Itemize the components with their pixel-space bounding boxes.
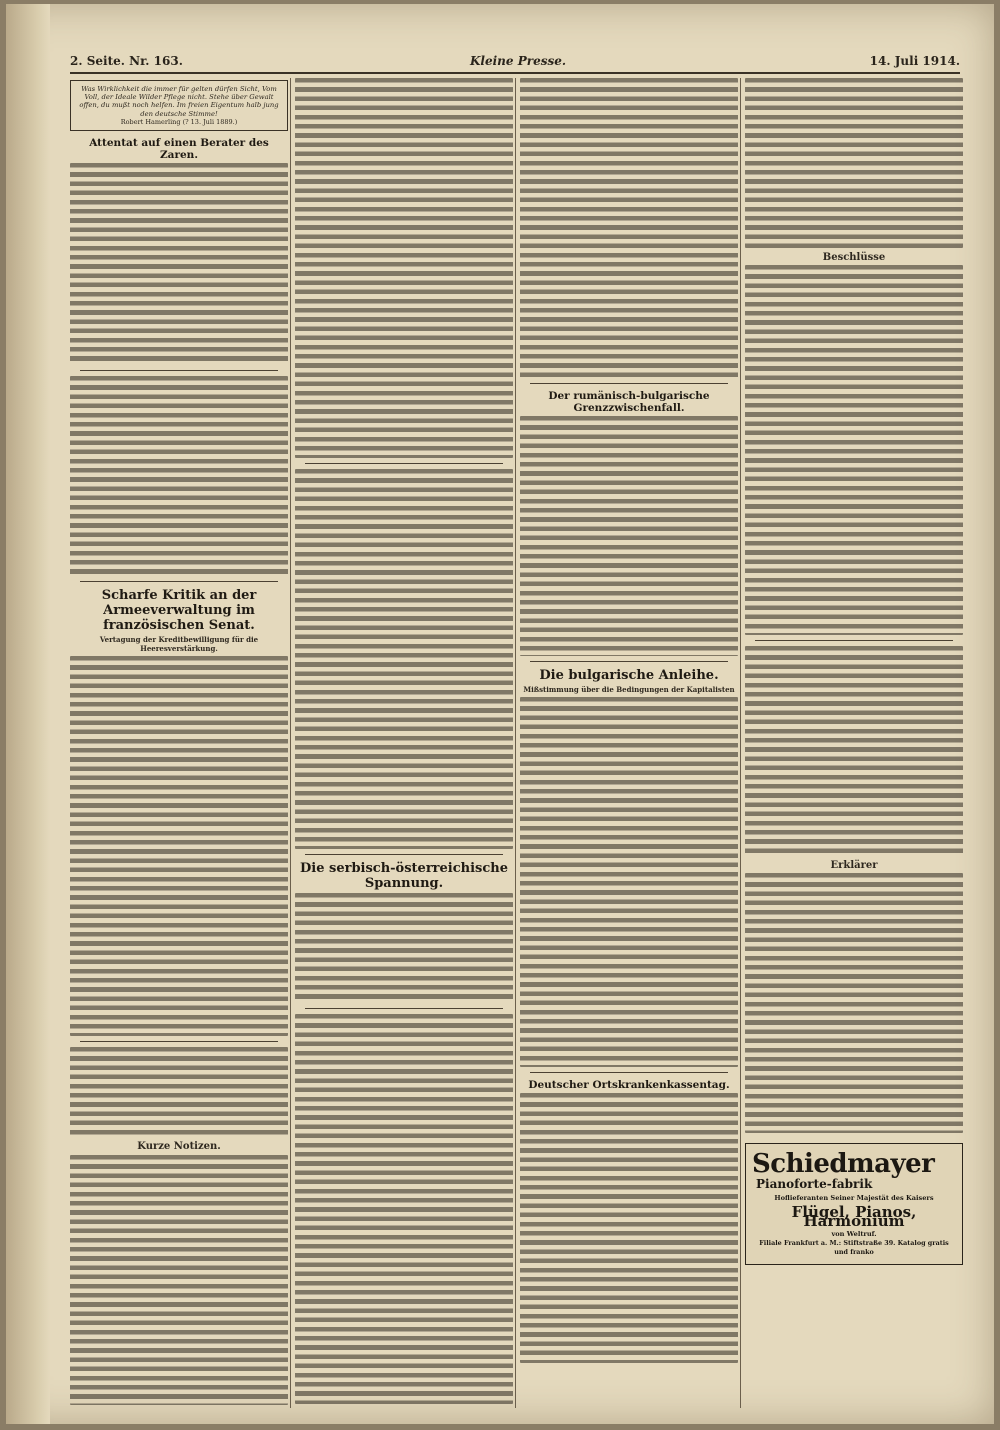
article-body — [295, 1014, 513, 1404]
article-body — [520, 78, 738, 378]
issue-date: 14. Juli 1914. — [869, 54, 960, 68]
article-body — [520, 1093, 738, 1363]
column-1 — [70, 78, 288, 1408]
article-title: Scharfe Kritik an der Armeeverwaltung im französischen Senat. — [101, 588, 257, 634]
article-body — [745, 78, 963, 248]
column-2 — [295, 78, 513, 1408]
ad-products: Flügel, Pianos, Harmonium — [791, 1202, 917, 1230]
divider — [755, 640, 953, 641]
page-label: 2. Seite. Nr. 163. — [70, 54, 183, 68]
divider — [80, 1041, 278, 1042]
quote-author: Robert Hamerling (? 13. Juli 1889.) — [120, 117, 238, 126]
quote-box — [70, 80, 288, 131]
header-rule — [70, 72, 960, 74]
article-body — [520, 697, 738, 1067]
article-body — [295, 78, 513, 458]
article-body — [70, 1155, 288, 1405]
ad-brand: Schiedmayer — [752, 1149, 935, 1180]
article-title: Die serbisch-österreichische Spannung. — [300, 861, 508, 891]
article-body — [295, 893, 513, 1003]
ad-tagline: Pianoforte-fabrik — [756, 1177, 873, 1192]
paper-name: Kleine Presse. — [470, 54, 567, 68]
divider — [305, 463, 503, 464]
column-divider — [740, 78, 741, 1408]
quote-text: Was Wirklichkeit die immer für gelten dürfen Sicht, Vom Voll, der Ideale Wilder Pflege nicht. Stehe über Gewalt offen, du mußt noch helfen. Im freien Eigentum halb jung den deutsche Stimme! — [79, 85, 279, 118]
article-title: Deutscher Ortskrankenkassentag. — [528, 1079, 730, 1092]
article-title: Der rumänisch-bulgarische Grenzzwischenfall. — [548, 390, 710, 414]
page-header — [70, 54, 960, 72]
article-body — [745, 646, 963, 856]
ad-footer: Filiale Frankfurt a. M.: Stiftstraße 39. Katalog gratis und franko — [759, 1239, 949, 1257]
section-title: Erklärer — [830, 860, 878, 872]
article-body — [70, 1047, 288, 1137]
article-subtitle: Vertagung der Kreditbewilligung für die Heeresverstärkung. — [99, 635, 259, 654]
article-title: Die bulgarische Anleihe. — [539, 668, 719, 683]
article-subtitle: Mißstimmung über die Bedingungen der Kapitalisten — [523, 685, 735, 694]
section-title: Beschlüsse — [822, 252, 886, 263]
divider — [305, 1008, 503, 1009]
column-4 — [745, 78, 963, 1408]
article-body — [70, 656, 288, 1036]
article-body — [745, 265, 963, 635]
column-3 — [520, 78, 738, 1408]
divider — [530, 1072, 728, 1073]
ad-reputation: von Weltruf. — [831, 1230, 877, 1239]
article-body — [70, 376, 288, 576]
article-body — [520, 416, 738, 656]
page-binding-edge — [6, 4, 50, 1424]
ad-purveyor: Hoflieferanten Seiner Majestät des Kaisers — [774, 1194, 934, 1203]
article-title: Attentat auf einen Berater des Zaren. — [89, 137, 269, 162]
article-body — [295, 469, 513, 849]
advertisement — [745, 1143, 963, 1264]
article-body — [745, 873, 963, 1133]
column-divider — [515, 78, 516, 1408]
column-divider — [290, 78, 291, 1408]
divider — [530, 383, 728, 384]
section-title: Kurze Notizen. — [137, 1141, 221, 1153]
article-body — [70, 163, 288, 365]
divider — [80, 370, 278, 371]
divider — [530, 661, 728, 662]
divider — [80, 581, 278, 582]
divider — [305, 854, 503, 855]
